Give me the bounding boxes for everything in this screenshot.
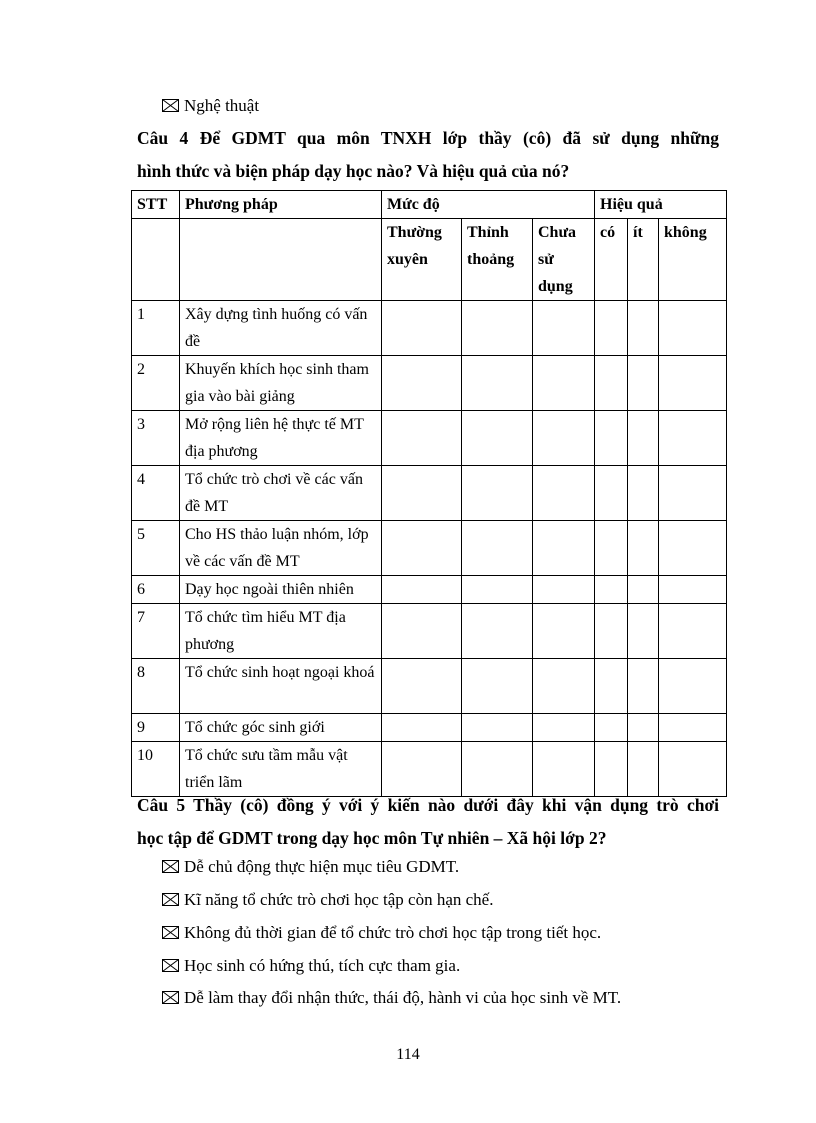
answer-cell[interactable] [462,714,533,742]
answer-cell[interactable] [533,466,595,521]
answer-cell[interactable] [595,521,628,576]
header-effect: Hiệu quả [595,191,727,219]
answer-cell[interactable] [382,659,462,714]
question-4-line2: hình thức và biện pháp dạy học nào? Và hiệu quả của nó? [137,161,570,181]
question-4-line1: Câu 4 Để GDMT qua môn TNXH lớp thầy (cô) đã sử dụng những [137,128,719,148]
row-method: Tổ chức sưu tầm mẫu vật triển lãm [180,742,382,797]
checkbox-icon[interactable] [162,959,179,972]
answer-cell[interactable] [628,576,659,604]
answer-cell[interactable] [595,356,628,411]
row-method: Dạy học ngoài thiên nhiên [180,576,382,604]
answer-cell[interactable] [595,576,628,604]
q5-option [162,956,460,976]
answer-cell[interactable] [595,301,628,356]
answer-cell[interactable] [659,466,727,521]
header-level: Mức độ [382,191,595,219]
row-number: 5 [132,521,180,576]
answer-cell[interactable] [462,521,533,576]
answer-cell[interactable] [595,604,628,659]
header-stt: STT [132,191,180,219]
answer-cell[interactable] [659,521,727,576]
answer-cell[interactable] [382,604,462,659]
question-4 [137,122,719,188]
row-method: Tổ chức sinh hoạt ngoại khoá [180,659,382,714]
question-5-line1: Câu 5 Thầy (cô) đồng ý với ý kiến nào dưới đây khi vận dụng trò chơi [137,795,719,815]
checkbox-icon[interactable] [162,926,179,939]
answer-cell[interactable] [659,576,727,604]
header-little: ít [628,219,659,301]
checkbox-icon[interactable] [162,991,179,1004]
answer-cell[interactable] [382,466,462,521]
option-label: Không đủ thời gian để tổ chức trò chơi học tập trong tiết học. [184,923,602,942]
row-number: 4 [132,466,180,521]
answer-cell[interactable] [462,301,533,356]
answer-cell[interactable] [533,521,595,576]
answer-cell[interactable] [462,576,533,604]
checkbox-icon[interactable] [162,99,179,112]
answer-cell[interactable] [533,356,595,411]
table-row [132,301,727,356]
row-number: 3 [132,411,180,466]
answer-cell[interactable] [533,301,595,356]
row-number: 1 [132,301,180,356]
answer-cell[interactable] [659,714,727,742]
row-method: Tổ chức trò chơi về các vấn đề MT [180,466,382,521]
table-row [132,604,727,659]
answer-cell[interactable] [595,466,628,521]
option-label: Nghệ thuật [184,96,260,115]
answer-cell[interactable] [595,659,628,714]
header-sometimes: Thỉnh thoảng [462,219,533,301]
answer-cell[interactable] [628,356,659,411]
survey-table [131,190,727,797]
option-label: Dễ làm thay đổi nhận thức, thái độ, hành vi của học sinh về MT. [184,988,622,1007]
header-no: không [659,219,727,301]
row-method: Tổ chức góc sinh giới [180,714,382,742]
answer-cell[interactable] [628,301,659,356]
option-art [162,96,259,116]
header-empty-cell [180,219,382,301]
answer-cell[interactable] [659,604,727,659]
page-number: 114 [396,1046,420,1063]
answer-cell[interactable] [462,411,533,466]
table-row [132,714,727,742]
option-label: Kĩ năng tổ chức trò chơi học tập còn hạn chế. [184,890,494,909]
answer-cell[interactable] [595,411,628,466]
header-empty-cell [132,219,180,301]
answer-cell[interactable] [628,411,659,466]
checkbox-icon[interactable] [162,893,179,906]
row-number: 2 [132,356,180,411]
option-label: Dễ chủ động thực hiện mục tiêu GDMT. [184,857,460,876]
table-row [132,521,727,576]
header-frequent: Thường xuyên [382,219,462,301]
checkbox-icon[interactable] [162,860,179,873]
question-5 [137,789,719,855]
q5-option [162,923,601,943]
option-label: Học sinh có hứng thú, tích cực tham gia. [184,956,461,975]
answer-cell[interactable] [533,659,595,714]
answer-cell[interactable] [533,576,595,604]
row-number: 8 [132,659,180,714]
table-row [132,576,727,604]
answer-cell[interactable] [462,604,533,659]
answer-cell[interactable] [382,521,462,576]
answer-cell[interactable] [382,301,462,356]
answer-cell[interactable] [659,411,727,466]
answer-cell[interactable] [382,411,462,466]
answer-cell[interactable] [382,356,462,411]
table-row [132,411,727,466]
answer-cell[interactable] [659,301,727,356]
answer-cell[interactable] [628,604,659,659]
row-number: 10 [132,742,180,797]
row-method: Khuyến khích học sinh tham gia vào bài giảng [180,356,382,411]
answer-cell[interactable] [382,714,462,742]
answer-cell[interactable] [659,659,727,714]
answer-cell[interactable] [533,604,595,659]
q5-option [162,857,459,877]
row-method: Xây dựng tình huống có vấn đề [180,301,382,356]
table-row [132,659,727,714]
q5-option [162,988,621,1008]
answer-cell[interactable] [462,356,533,411]
answer-cell[interactable] [595,714,628,742]
row-method: Mở rộng liên hệ thực tế MT địa phương [180,411,382,466]
question-5-line2: học tập để GDMT trong dạy học môn Tự nhiên – Xã hội lớp 2? [137,828,607,848]
header-never: Chưa sử dụng [533,219,595,301]
table-row [132,356,727,411]
table-row [132,466,727,521]
header-method: Phương pháp [180,191,382,219]
row-number: 9 [132,714,180,742]
answer-cell[interactable] [659,356,727,411]
answer-cell[interactable] [533,411,595,466]
header-yes: có [595,219,628,301]
answer-cell[interactable] [628,466,659,521]
row-number: 6 [132,576,180,604]
row-method: Tổ chức tìm hiểu MT địa phương [180,604,382,659]
answer-cell[interactable] [533,714,595,742]
answer-cell[interactable] [462,466,533,521]
q5-option [162,890,493,910]
answer-cell[interactable] [628,521,659,576]
row-number: 7 [132,604,180,659]
answer-cell[interactable] [628,659,659,714]
answer-cell[interactable] [462,659,533,714]
answer-cell[interactable] [628,714,659,742]
answer-cell[interactable] [382,576,462,604]
row-method: Cho HS thảo luận nhóm, lớp về các vấn đề MT [180,521,382,576]
